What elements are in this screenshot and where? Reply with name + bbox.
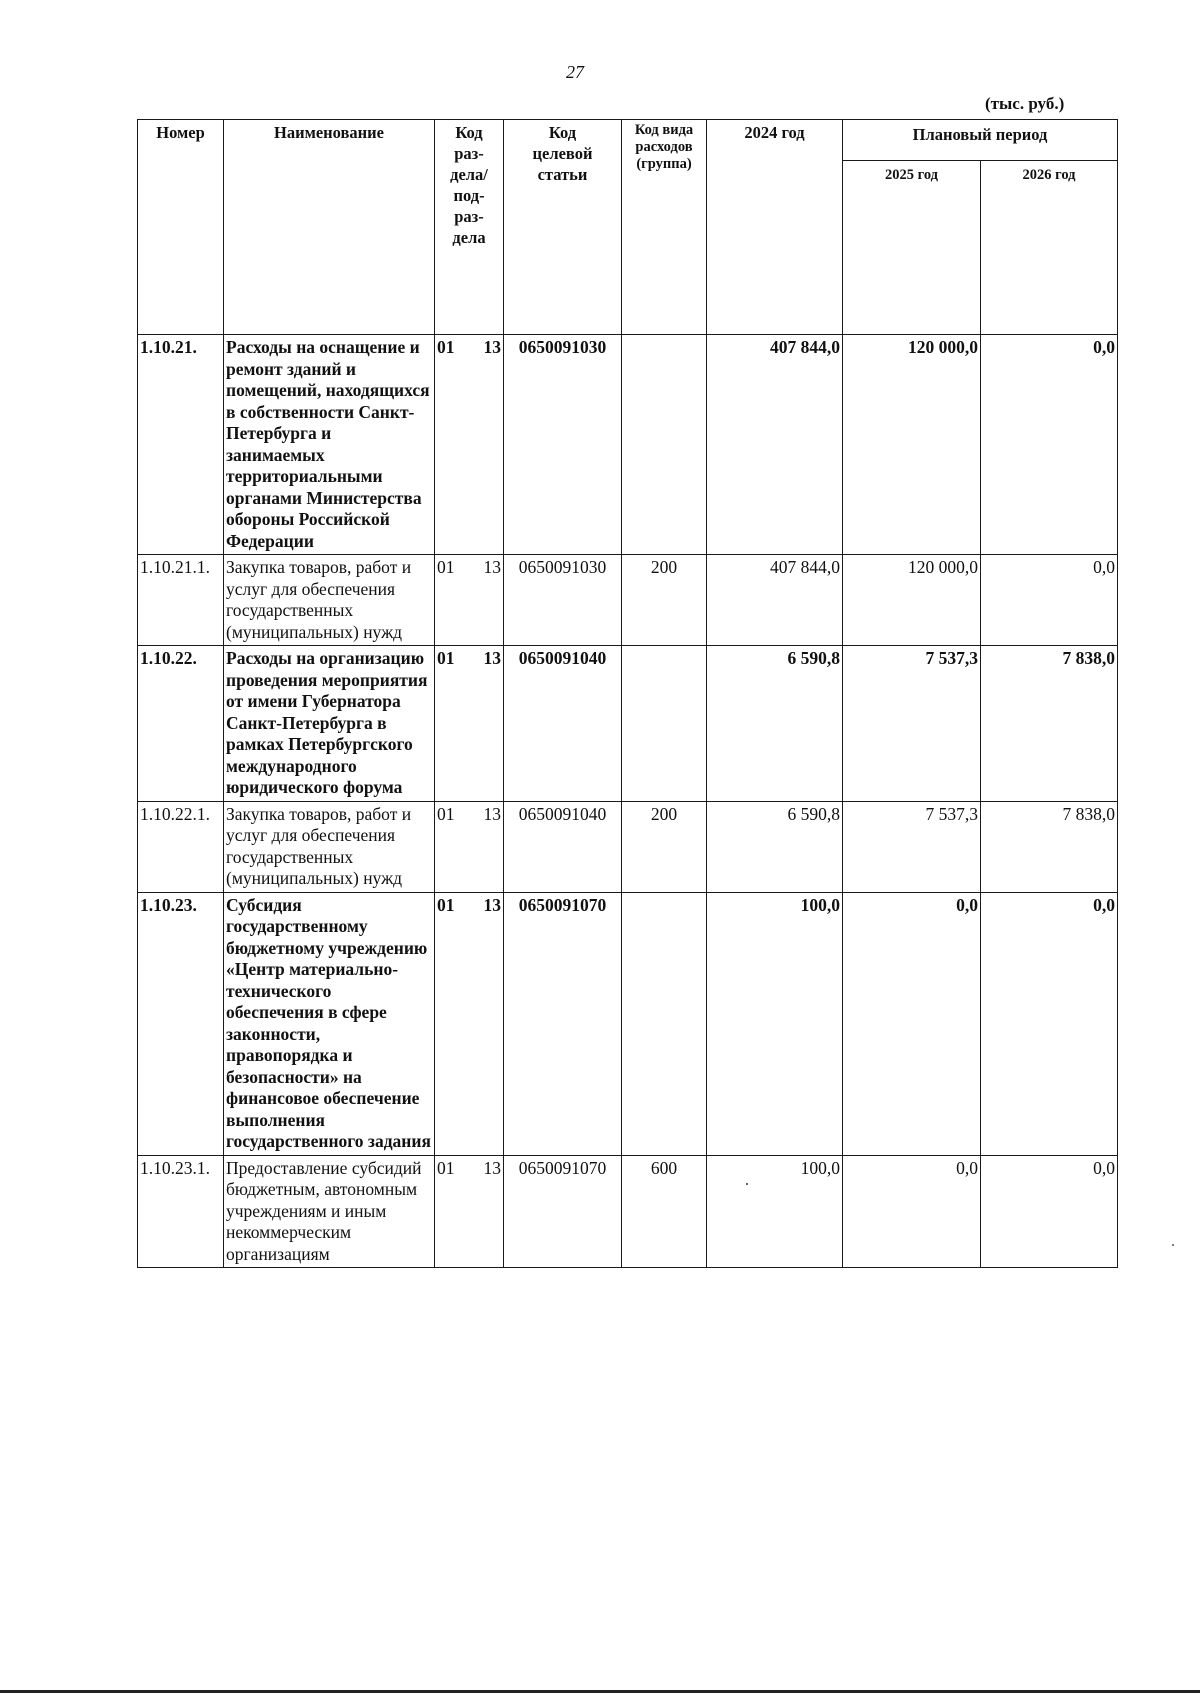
row-section-code: 01 (437, 803, 455, 824)
scan-bottom-edge (0, 1690, 1200, 1693)
row-section-code: 01 (437, 557, 455, 577)
row-value-2024: 6 590,8 (707, 801, 843, 892)
row-subsection-code: 13 (483, 894, 501, 915)
row-number: 1.10.22. (138, 646, 224, 802)
row-value-2026: 0,0 (981, 335, 1118, 555)
units-label: (тыс. руб.) (985, 94, 1065, 113)
header-planned-period: Плановый период (843, 120, 1118, 161)
row-expense-type: 600 (622, 1155, 707, 1268)
budget-table (137, 119, 1118, 1268)
row-section-code: 01 (437, 1157, 455, 1178)
header-name: Наименование (224, 120, 435, 335)
row-value-2024: 407 844,0 (707, 555, 843, 646)
row-number: 1.10.23.1. (138, 1155, 224, 1268)
row-value-2025: 120 000,0 (843, 555, 981, 646)
row-value-2025: 0,0 (843, 1155, 981, 1268)
row-name: Закупка товаров, работ и услуг для обеспечения государственных (муниципальных) нужд (224, 801, 435, 892)
row-section (435, 801, 504, 892)
table-row (138, 892, 1118, 1155)
row-target-code: 0650091040 (504, 646, 622, 802)
scan-speck (1172, 1244, 1174, 1246)
header-2025: 2025 год (843, 161, 981, 335)
header-expense-type: Код вида расходов (группа) (622, 120, 707, 335)
table-row (138, 801, 1118, 892)
row-target-code: 0650091030 (504, 335, 622, 555)
row-subsection-code: 13 (483, 1157, 501, 1178)
header-row (138, 120, 1118, 161)
row-value-2024: 100,0 (707, 892, 843, 1155)
row-expense-type: 200 (622, 555, 707, 646)
row-section (435, 1155, 504, 1268)
row-number: 1.10.22.1. (138, 801, 224, 892)
row-subsection-code: 13 (483, 803, 501, 824)
header-number: Номер (138, 120, 224, 335)
row-value-2024: 100,0 (707, 1155, 843, 1268)
row-name: Расходы на оснащение и ремонт зданий и помещений, находящихся в собственности Санкт-Петербурга и занимаемых территориальными органами Министерства обороны Российской Федерации (224, 335, 435, 555)
row-value-2026: 0,0 (981, 892, 1118, 1155)
row-target-code: 0650091070 (504, 1155, 622, 1268)
table-row (138, 335, 1118, 555)
row-name: Субсидия государственному бюджетному учреждению «Центр материально-технического обеспечения в сфере законности, правопорядка и безопасности» на финансовое обеспечение выполнения государственного задания (224, 892, 435, 1155)
row-name: Предоставление субсидий бюджетным, автономным учреждениям и иным некоммерческим организациям (224, 1155, 435, 1268)
table-body (138, 335, 1118, 1268)
row-value-2026: 7 838,0 (981, 801, 1118, 892)
table-row (138, 1155, 1118, 1268)
row-target-code: 0650091030 (504, 555, 622, 646)
header-section: Код раз-дела/ под-раз-дела (435, 120, 504, 335)
row-name: Закупка товаров, работ и услуг для обеспечения государственных (муниципальных) нужд (224, 555, 435, 646)
row-expense-type (622, 335, 707, 555)
row-number: 1.10.23. (138, 892, 224, 1155)
row-subsection-code: 13 (483, 557, 501, 577)
row-value-2024: 6 590,8 (707, 646, 843, 802)
page-number: 27 (566, 62, 584, 82)
row-expense-type: 200 (622, 801, 707, 892)
row-value-2025: 120 000,0 (843, 335, 981, 555)
row-expense-type (622, 892, 707, 1155)
row-section (435, 555, 504, 646)
row-value-2024: 407 844,0 (707, 335, 843, 555)
row-value-2025: 0,0 (843, 892, 981, 1155)
row-expense-type (622, 646, 707, 802)
row-target-code: 0650091040 (504, 801, 622, 892)
row-subsection-code: 13 (483, 648, 501, 668)
row-value-2026: 0,0 (981, 1155, 1118, 1268)
row-section (435, 892, 504, 1155)
row-section (435, 335, 504, 555)
row-value-2025: 7 537,3 (843, 801, 981, 892)
row-subsection-code: 13 (483, 337, 501, 357)
row-value-2026: 7 838,0 (981, 646, 1118, 802)
row-name: Расходы на организацию проведения мероприятия от имени Губернатора Санкт-Петербурга в рамках Петербургского международного юридического форума (224, 646, 435, 802)
header-2024: 2024 год (707, 120, 843, 335)
row-section-code: 01 (437, 894, 455, 915)
header-2026: 2026 год (981, 161, 1118, 335)
row-section-code: 01 (437, 337, 455, 357)
row-section-code: 01 (437, 648, 455, 668)
header-target: Код целевой статьи (504, 120, 622, 335)
table-row (138, 555, 1118, 646)
scan-speck (746, 1183, 748, 1185)
row-value-2025: 7 537,3 (843, 646, 981, 802)
row-section (435, 646, 504, 802)
row-number: 1.10.21. (138, 335, 224, 555)
table-row (138, 646, 1118, 802)
row-target-code: 0650091070 (504, 892, 622, 1155)
row-value-2026: 0,0 (981, 555, 1118, 646)
row-number: 1.10.21.1. (138, 555, 224, 646)
